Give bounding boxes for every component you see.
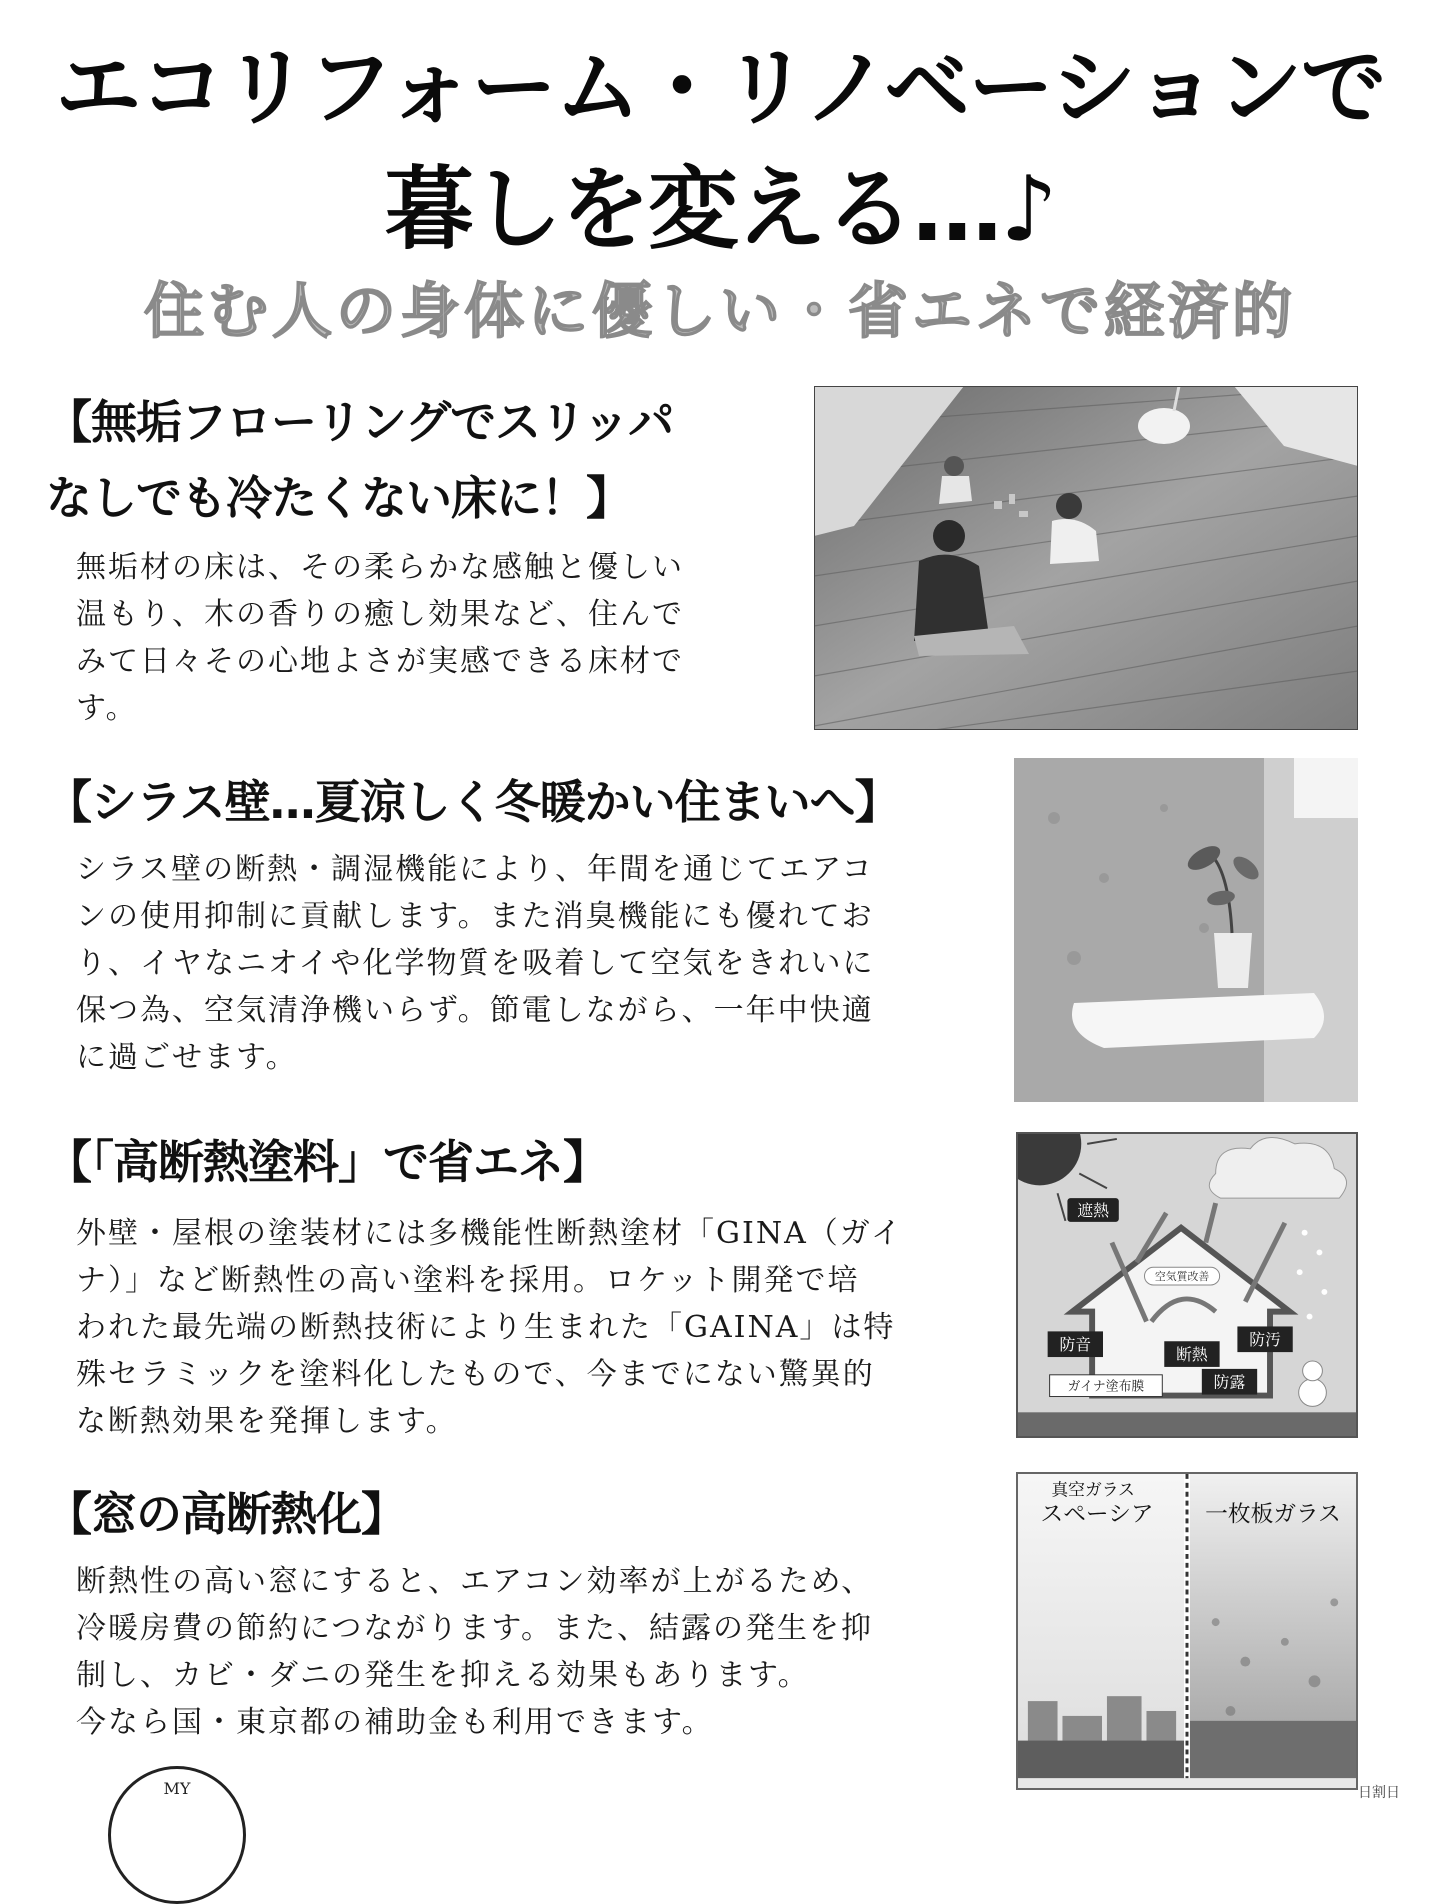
body-line: われた最先端の断熱技術により生まれた「GAINA」は特 [76,1310,896,1345]
body-line: みて日々その心地よさが実感できる床材で [76,644,684,679]
section-body-window [76,1558,936,1746]
body-line: ナ）」など断熱性の高い塗料を採用。ロケット開発で培 [76,1263,860,1298]
company-logo-stamp [108,1766,246,1904]
page-title-line2: 暮しを変える…♪ [384,157,1056,262]
stamp-text: MY [163,1779,191,1798]
section-heading-flooring-line1: 【無垢フローリングでスリッパ [46,395,674,449]
body-line: 温もり、木の香りの癒し効果など、住んで [76,597,684,632]
window-label-spacia: スペーシア [1040,1501,1154,1528]
body-line: 今なら国・東京都の補助金も利用できます。 [76,1705,714,1740]
window-label-vacuum: 真空ガラス [1051,1479,1135,1500]
body-line: シラス壁の断熱・調湿機能により、年間を通じてエアコ [76,852,874,887]
body-line: な断熱効果を発揮します。 [76,1404,458,1439]
corner-mark: 日割日 [1358,1785,1400,1801]
body-line: ンの使用抑制に貢献します。また消臭機能にも優れてお [76,899,874,934]
diagram-label-shield: 遮熱 [1077,1200,1109,1220]
window-label-single-pane: 一枚板ガラス [1205,1501,1341,1528]
window-glass-comparison-photo [1016,1472,1358,1790]
body-line: に過ごせます。 [76,1040,298,1075]
section-heading-paint: 【「高断熱塗料」で省エネ】 [46,1135,608,1189]
diagram-label-air: 空気質改善 [1154,1270,1210,1284]
diagram-label-insulation: 断熱 [1176,1345,1208,1365]
section-body-flooring [76,544,736,732]
section-heading-flooring-line2: なしでも冷たくない床に！】 [46,471,631,525]
gaina-house-diagram [1016,1132,1358,1438]
body-line: 制し、カビ・ダニの発生を抑える効果もあります。 [76,1658,810,1693]
body-line: 無垢材の床は、その柔らかな感触と優しい [76,550,684,585]
body-line: り、イヤなニオイや化学物質を吸着して空気をきれいに [76,946,875,981]
body-line: 殊セラミックを塗料化したもので、今までにない驚異的 [76,1357,875,1392]
family-on-wood-floor-photo [814,386,1358,730]
body-line: す。 [76,691,138,726]
section-body-shirasu [76,846,936,1081]
body-line: 冷暖房費の節約につながります。また、結露の発生を抑 [76,1611,873,1646]
diagram-label-film: ガイナ塗布膜 [1067,1379,1145,1395]
body-line: 外壁・屋根の塗装材には多機能性断熱塗材「GINA（ガイ [76,1216,903,1251]
section-heading-shirasu: 【シラス壁…夏涼しく冬暖かい住まいへ】 [46,775,900,829]
shirasu-wall-plant-photo [1014,758,1358,1102]
diagram-label-stain: 防汚 [1249,1330,1281,1350]
body-line: 断熱性の高い窓にすると、エアコン効率が上がるため、 [76,1564,874,1599]
page-title-line1: エコリフォーム・リノベーションで [55,38,1385,138]
section-body-paint [76,1210,936,1445]
page-subtitle: 住む人の身体に優しい・省エネで経済的 [144,277,1296,347]
body-line: 保つ為、空気清浄機いらず。節電しながら、一年中快適 [76,993,874,1028]
section-heading-window: 【窓の高断熱化】 [46,1487,406,1541]
diagram-label-sound: 防音 [1059,1335,1092,1355]
diagram-label-dew: 防露 [1213,1372,1246,1392]
